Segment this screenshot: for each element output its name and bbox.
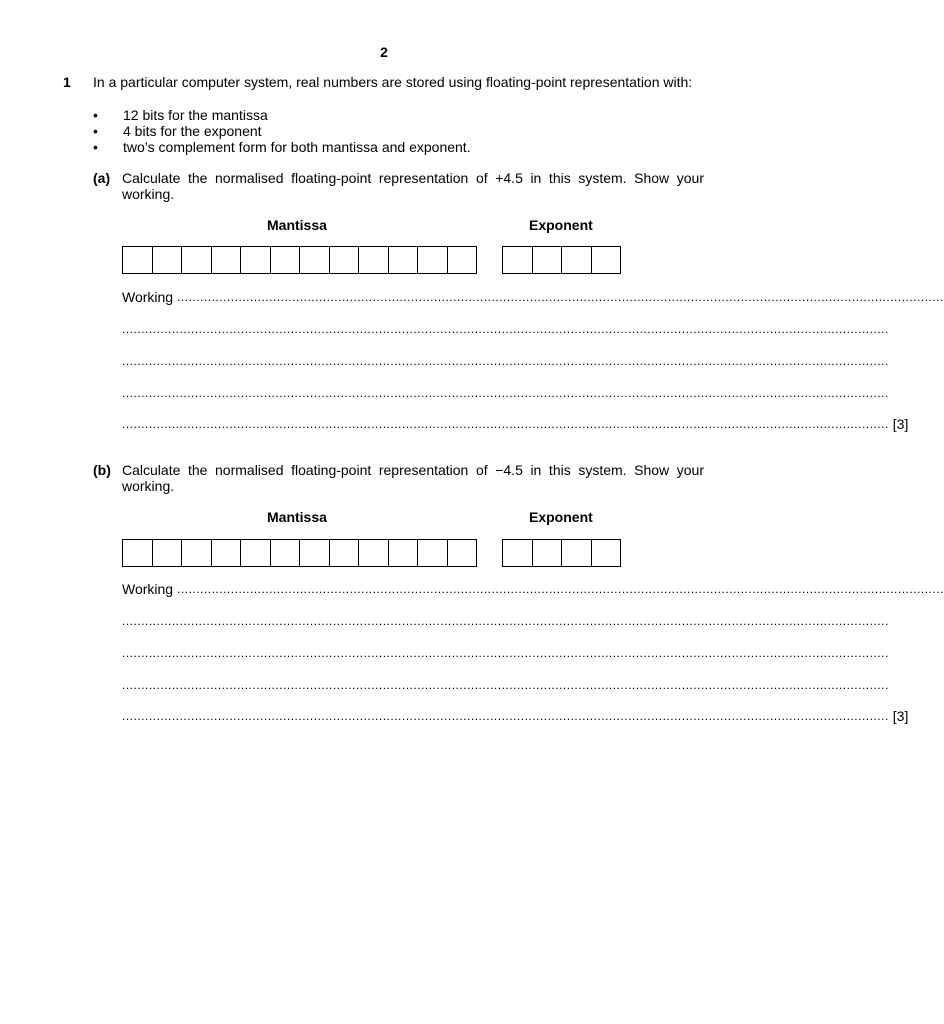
part-label: (a) [93,170,111,186]
dotted-rule: ........................................................................................................................................................................................................ [122,614,889,628]
mantissa-bit-box[interactable] [389,246,419,274]
mantissa-bit-box[interactable] [123,539,153,567]
bullet-icon: • [93,107,98,123]
bullet-item: • 12 bits for the mantissa [93,107,268,123]
bullet-list [93,107,471,155]
mantissa-bit-box[interactable] [448,246,478,274]
dotted-rule: ........................................................................................................................................................................................................ [177,582,944,596]
exponent-bit-box[interactable] [503,246,533,274]
part-a [93,170,944,440]
mantissa-bit-box[interactable] [330,246,360,274]
mantissa-bit-box[interactable] [271,246,301,274]
mantissa-bit-box[interactable] [241,246,271,274]
working-label: Working [122,289,174,305]
part-label: (b) [93,462,111,478]
mantissa-bit-box[interactable] [271,539,301,567]
mantissa-boxes [122,539,477,567]
mantissa-bit-box[interactable] [418,246,448,274]
working-line[interactable] [122,581,944,597]
mantissa-bit-box[interactable] [241,539,271,567]
mantissa-bit-box[interactable] [153,246,183,274]
bullet-icon: • [93,123,98,139]
bullet-item: • two’s complement form for both mantissa and exponent. [93,139,471,155]
mantissa-bit-box[interactable] [300,246,330,274]
exponent-bit-box[interactable] [562,246,592,274]
mantissa-bit-box[interactable] [389,539,419,567]
mantissa-bit-box[interactable] [300,539,330,567]
marks-label: [3] [892,416,909,432]
working-line[interactable] [122,385,889,401]
exponent-boxes [502,246,621,274]
exponent-heading: Exponent [529,217,593,233]
mantissa-bit-box[interactable] [330,539,360,567]
exponent-bit-box[interactable] [592,539,622,567]
mantissa-bit-box[interactable] [123,246,153,274]
mantissa-bit-box[interactable] [182,539,212,567]
working-line[interactable] [122,708,909,724]
exponent-boxes [502,539,621,567]
mantissa-bit-box[interactable] [212,539,242,567]
question-intro: In a particular computer system, real numbers are stored using floating-point representation with: [93,74,693,90]
exponent-bit-box[interactable] [562,539,592,567]
dotted-rule: ........................................................................................................................................................................................................ [122,646,889,660]
page-number: 2 [380,44,388,60]
dotted-rule: ........................................................................................................................................................................................................ [122,417,889,431]
bullet-item: • 4 bits for the exponent [93,123,262,139]
question-number: 1 [63,74,71,90]
working-line[interactable] [122,416,909,432]
working-line[interactable] [122,645,889,661]
mantissa-bit-box[interactable] [448,539,478,567]
working-line[interactable] [122,677,889,693]
mantissa-bit-box[interactable] [182,246,212,274]
dotted-rule: ........................................................................................................................................................................................................ [177,290,944,304]
mantissa-bit-box[interactable] [212,246,242,274]
exponent-bit-box[interactable] [503,539,533,567]
mantissa-bit-box[interactable] [359,539,389,567]
mantissa-bit-box[interactable] [153,539,183,567]
mantissa-bit-box[interactable] [418,539,448,567]
working-line[interactable] [122,353,889,369]
dotted-rule: ........................................................................................................................................................................................................ [122,386,889,400]
exponent-bit-box[interactable] [592,246,622,274]
dotted-rule: ........................................................................................................................................................................................................ [122,354,889,368]
mantissa-heading: Mantissa [267,217,327,233]
mantissa-boxes [122,246,477,274]
mantissa-heading: Mantissa [267,509,327,525]
part-b [93,462,944,732]
working-line[interactable] [122,613,889,629]
dotted-rule: ........................................................................................................................................................................................................ [122,709,889,723]
bullet-icon: • [93,139,98,155]
working-label: Working [122,581,174,597]
working-line[interactable] [122,289,944,305]
part-question-text: Calculate the normalised floating-point representation of −4.5 in this system. Show your working. [122,462,704,494]
exponent-bit-box[interactable] [533,246,563,274]
exponent-bit-box[interactable] [533,539,563,567]
exponent-heading: Exponent [529,509,593,525]
working-line[interactable] [122,321,889,337]
part-question-text: Calculate the normalised floating-point representation of +4.5 in this system. Show your working. [122,170,704,202]
dotted-rule: ........................................................................................................................................................................................................ [122,678,889,692]
dotted-rule: ........................................................................................................................................................................................................ [122,322,889,336]
mantissa-bit-box[interactable] [359,246,389,274]
marks-label: [3] [892,708,909,724]
